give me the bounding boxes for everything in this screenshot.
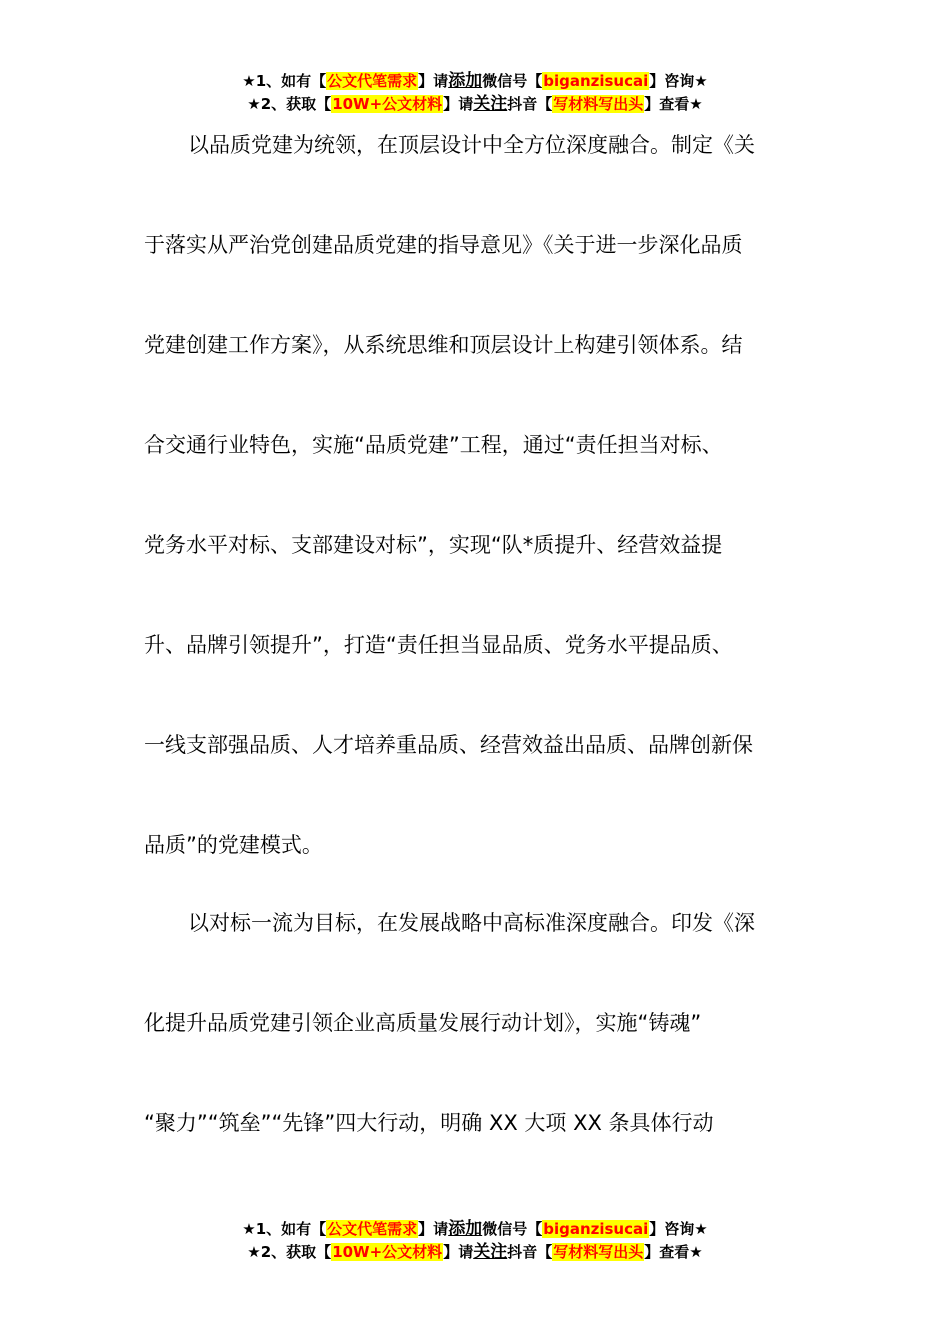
highlight-wechat-id: biganzisucai [543, 1220, 649, 1238]
highlight-wechat-id: biganzisucai [543, 72, 649, 90]
highlight-service: 公文代笔需求 [327, 1220, 418, 1238]
paragraph-2 [144, 898, 814, 1198]
text-line: “聚力”“筑垒”“先锋”四大行动，明确 XX 大项 XX 条具体行动 [144, 1111, 714, 1135]
banner-line-1: ★1、如有【公文代笔需求】请添加微信号【biganzisucai】咨询★ [242, 1219, 708, 1239]
text-line: 以对标一流为目标，在发展战略中高标准深度融合。印发《深 [188, 911, 755, 935]
text-line: 于落实从严治党创建品质党建的指导意见》《关于进一步深化品质 [144, 233, 743, 257]
text-line: 一线支部强品质、人才培养重品质、经营效益出品质、品牌创新保 [144, 733, 753, 757]
text-line: 党务水平对标、支部建设对标”，实现“队*质提升、经营效益提 [144, 533, 723, 557]
highlight-douyin-account: 写材料写出头 [553, 1243, 644, 1261]
banner-line-1: ★1、如有【公文代笔需求】请添加微信号【biganzisucai】咨询★ [242, 71, 708, 91]
highlight-materials: 10W+公文材料 [332, 1243, 443, 1261]
text-line: 化提升品质党建引领企业高质量发展行动计划》，实施“铸魂” [144, 1011, 702, 1035]
document-body [144, 120, 814, 1198]
highlight-service: 公文代笔需求 [327, 72, 418, 90]
paragraph-1 [144, 120, 814, 898]
banner-line-2: ★2、获取【10W+公文材料】请关注抖音【写材料写出头】查看★ [247, 94, 703, 114]
text-line: 升、品牌引领提升”，打造“责任担当显品质、党务水平提品质、 [144, 633, 733, 657]
highlight-materials: 10W+公文材料 [332, 95, 443, 113]
banner-line-2: ★2、获取【10W+公文材料】请关注抖音【写材料写出头】查看★ [247, 1242, 703, 1262]
text-line: 合交通行业特色，实施“品质党建”工程，通过“责任担当对标、 [144, 433, 723, 457]
footer-banner [0, 1218, 950, 1264]
header-banner [0, 70, 950, 116]
text-line: 党建创建工作方案》，从系统思维和顶层设计上构建引领体系。结 [144, 333, 743, 357]
highlight-douyin-account: 写材料写出头 [553, 95, 644, 113]
text-line: 以品质党建为统领，在顶层设计中全方位深度融合。制定《关 [188, 133, 755, 157]
text-line: 品质”的党建模式。 [144, 833, 323, 857]
